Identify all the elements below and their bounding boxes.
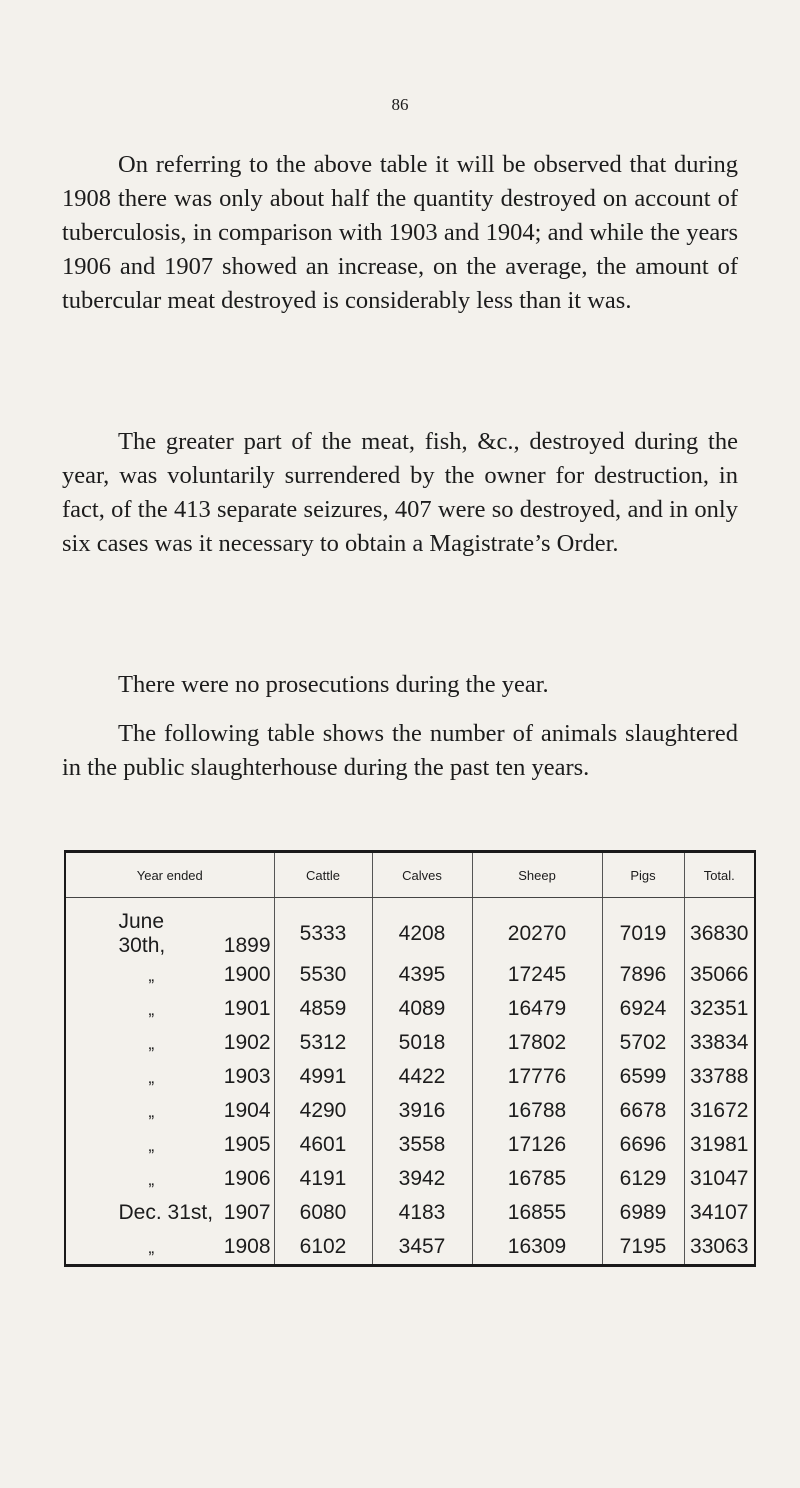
cattle-cell: 5312: [274, 1026, 372, 1060]
pigs-cell: 6129: [602, 1162, 684, 1196]
sheep-cell: 17245: [472, 958, 602, 992]
calves-cell: 3457: [372, 1230, 472, 1264]
year-ended-cell: [66, 898, 274, 959]
paragraph-surrendered: The greater part of the meat, fish, &c., destroyed during the year, was voluntarily surrendered by the owner for destruction, in fact, of the 413 separate seizures, 407 were so destroyed, and in only six cases was it necessary to obtain a Magistrate’s Order.: [62, 428, 738, 557]
year-value: 1905: [223, 1133, 271, 1156]
total-cell: 33834: [690, 1031, 749, 1054]
table-row: [66, 1094, 754, 1128]
calves-cell: 4395: [372, 958, 472, 992]
cattle-cell: 4859: [274, 992, 372, 1026]
pigs-cell: 7896: [602, 958, 684, 992]
year-prefix: June 30th,: [118, 910, 166, 957]
header-cattle: Cattle: [274, 853, 372, 898]
year-ended-cell: [66, 1230, 274, 1264]
total-cell: 36830: [690, 922, 749, 945]
year-ended-cell: [66, 1128, 274, 1162]
calves-cell: 4089: [372, 992, 472, 1026]
year-ended-cell: [66, 1026, 274, 1060]
calves-cell: 3558: [372, 1128, 472, 1162]
total-cell: 34107: [690, 1201, 749, 1224]
sheep-cell: 17802: [472, 1026, 602, 1060]
cattle-cell: 4191: [274, 1162, 372, 1196]
year-prefix: „: [148, 1068, 155, 1087]
cattle-cell: 4601: [274, 1128, 372, 1162]
table-row: [66, 1230, 754, 1264]
header-total: Total.: [684, 853, 754, 898]
sheep-cell: 16788: [472, 1094, 602, 1128]
year-value: 1900: [223, 963, 271, 986]
pigs-cell: 5702: [602, 1026, 684, 1060]
table-row: [66, 1060, 754, 1094]
year-prefix: Dec. 31st,: [118, 1201, 214, 1224]
header-sheep: Sheep: [472, 853, 602, 898]
table-body: [66, 898, 754, 1265]
paragraph-table-intro: The following table shows the number of animals slaughtered in the public slaughterhouse during the past ten years.: [62, 720, 738, 781]
paragraph-tuberculosis: On referring to the above table it will be observed that during 1908 there was only about half the quantity destroyed on account of tuberculosis, in comparison with 1903 and 1904; and while the years 1906 and 1907 showed an increase, on the average, the amount of tubercular meat destroyed is considerably less than it was.: [62, 151, 738, 314]
sheep-cell: 16855: [472, 1196, 602, 1230]
year-prefix: „: [148, 1136, 155, 1155]
sheep-cell: 16785: [472, 1162, 602, 1196]
table-row: [66, 958, 754, 992]
year-prefix: „: [148, 1238, 155, 1257]
paragraph-prosecutions: There were no prosecutions during the year.: [118, 671, 549, 698]
pigs-cell: 6696: [602, 1128, 684, 1162]
total-cell: 31047: [690, 1167, 749, 1190]
sheep-cell: 16479: [472, 992, 602, 1026]
year-ended-cell: [66, 1162, 274, 1196]
sheep-cell: 17126: [472, 1128, 602, 1162]
table-row: [66, 898, 754, 959]
cattle-cell: 5333: [274, 898, 372, 959]
slaughter-table: [64, 850, 756, 1267]
pigs-cell: 7019: [602, 898, 684, 959]
year-value: 1907: [223, 1201, 271, 1224]
cattle-cell: 4991: [274, 1060, 372, 1094]
year-ended-cell: [66, 992, 274, 1026]
pigs-cell: 6599: [602, 1060, 684, 1094]
cattle-cell: 6080: [274, 1196, 372, 1230]
sheep-cell: 17776: [472, 1060, 602, 1094]
header-calves: Calves: [372, 853, 472, 898]
calves-cell: 5018: [372, 1026, 472, 1060]
year-value: 1906: [223, 1167, 271, 1190]
sheep-cell: 20270: [472, 898, 602, 959]
table-header-row: [66, 853, 754, 898]
year-ended-cell: [66, 958, 274, 992]
table-row: [66, 1026, 754, 1060]
year-prefix: „: [148, 1102, 155, 1121]
total-cell: 33063: [690, 1235, 749, 1258]
pigs-cell: 6924: [602, 992, 684, 1026]
pigs-cell: 6678: [602, 1094, 684, 1128]
year-prefix: „: [148, 1000, 155, 1019]
year-value: 1903: [223, 1065, 271, 1088]
table-row: [66, 1162, 754, 1196]
calves-cell: 3916: [372, 1094, 472, 1128]
total-cell: 31981: [690, 1133, 749, 1156]
year-ended-cell: [66, 1060, 274, 1094]
cattle-cell: 4290: [274, 1094, 372, 1128]
total-cell: 32351: [690, 997, 749, 1020]
table-row: [66, 1196, 754, 1230]
total-cell: 31672: [690, 1099, 749, 1122]
sheep-cell: 16309: [472, 1230, 602, 1264]
cattle-cell: 5530: [274, 958, 372, 992]
pigs-cell: 6989: [602, 1196, 684, 1230]
year-value: 1904: [223, 1099, 271, 1122]
year-prefix: „: [148, 1034, 155, 1053]
year-value: 1908: [223, 1235, 271, 1258]
header-pigs: Pigs: [602, 853, 684, 898]
year-value: 1902: [223, 1031, 271, 1054]
year-value: 1901: [223, 997, 271, 1020]
year-ended-cell: [66, 1094, 274, 1128]
calves-cell: 4208: [372, 898, 472, 959]
year-ended-cell: [66, 1196, 274, 1230]
year-value: 1899: [223, 934, 271, 957]
page-number: 86: [391, 95, 409, 114]
calves-cell: 4422: [372, 1060, 472, 1094]
header-year-ended: Year ended: [66, 853, 274, 898]
pigs-cell: 7195: [602, 1230, 684, 1264]
year-prefix: „: [148, 1170, 155, 1189]
table-row: [66, 1128, 754, 1162]
calves-cell: 4183: [372, 1196, 472, 1230]
cattle-cell: 6102: [274, 1230, 372, 1264]
total-cell: 35066: [690, 963, 749, 986]
table-row: [66, 992, 754, 1026]
year-prefix: „: [148, 966, 155, 985]
calves-cell: 3942: [372, 1162, 472, 1196]
total-cell: 33788: [690, 1065, 749, 1088]
